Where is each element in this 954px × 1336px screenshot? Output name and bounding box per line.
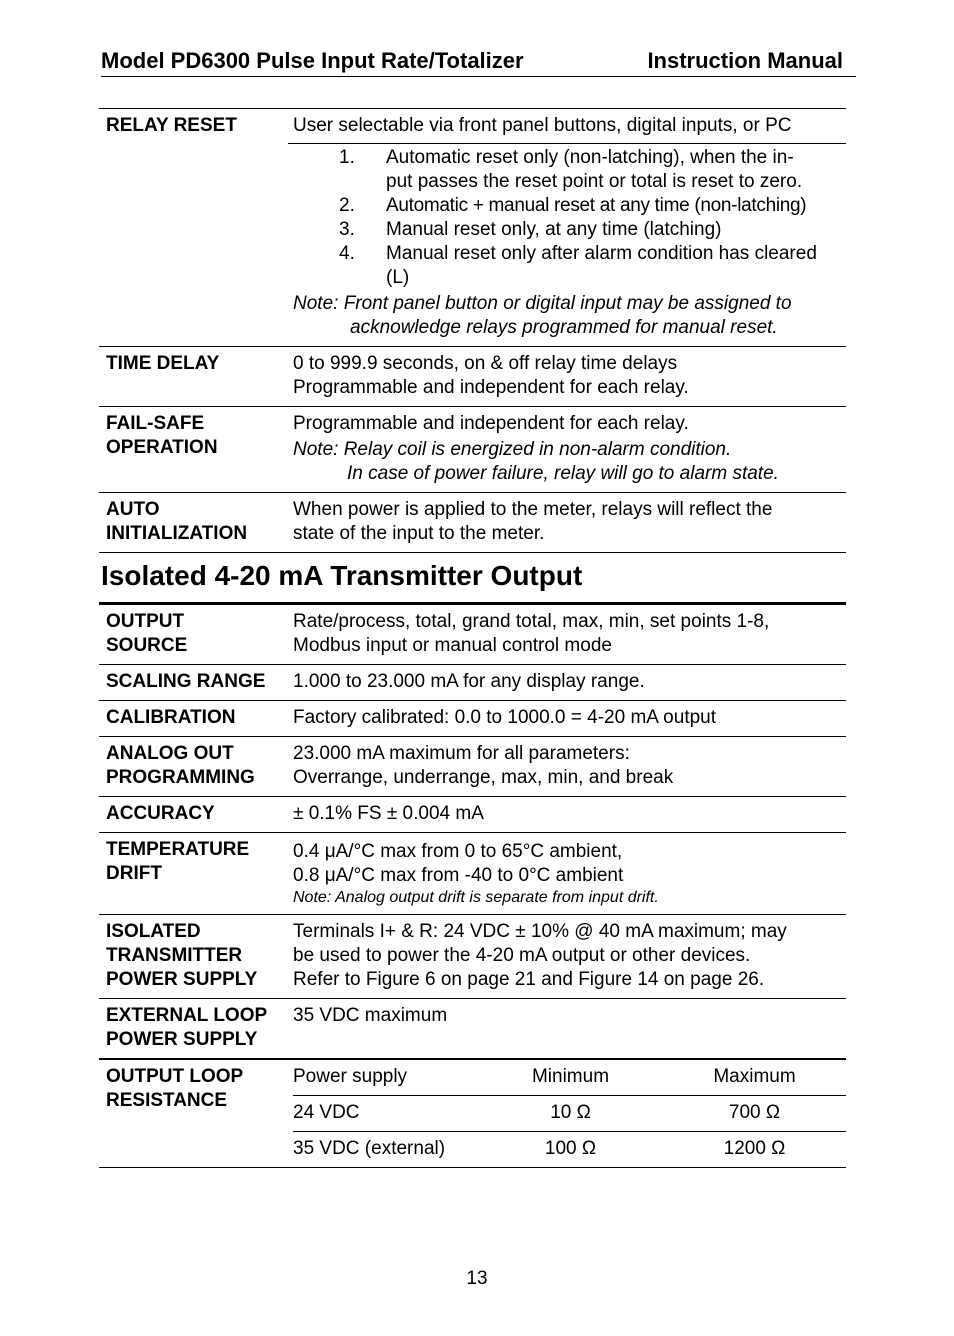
spec-value: Terminals I+ & R: 24 VDC ± 10% @ 40 mA maximum; may be used to power the 4-20 mA output or other devices. Refer to Figure 6 on page 21 and Figure 14 on page 26.: [293, 921, 787, 990]
spec-label: TEMPERATURE DRIFT: [106, 839, 250, 884]
section-heading: Isolated 4-20 mA Transmitter Output: [101, 560, 583, 591]
relay-reset-intro: User selectable via front panel buttons, digital inputs, or PC: [288, 114, 846, 144]
relay-spec-table: [99, 108, 846, 553]
page-number: 13: [466, 1268, 488, 1289]
loop-resistance-table: [293, 1060, 846, 1167]
spec-row-scaling-range: [99, 665, 846, 701]
spec-label: ACCURACY: [106, 803, 215, 824]
spec-label: OUTPUT LOOP RESISTANCE: [106, 1066, 244, 1111]
spec-value: Rate/process, total, grand total, max, min, set points 1-8, Modbus input or manual control mode: [293, 611, 770, 656]
table-header-row: Power supply Minimum Maximum: [293, 1066, 796, 1087]
spec-label: ISOLATED TRANSMITTER POWER SUPPLY: [106, 921, 258, 990]
spec-row-external-loop: [99, 999, 846, 1060]
spec-row-fail-safe: [99, 407, 846, 493]
spec-label: ANALOG OUT PROGRAMMING: [106, 743, 255, 788]
manual-label: Instruction Manual: [647, 48, 843, 73]
spec-label: AUTO INITIALIZATION: [106, 499, 248, 544]
spec-row-output-source: [99, 604, 846, 665]
spec-value: [293, 109, 846, 347]
relay-reset-options: [293, 146, 846, 290]
spec-label: OUTPUT SOURCE: [106, 611, 188, 656]
transmitter-spec-table: [99, 602, 846, 1168]
spec-value: [293, 1059, 846, 1168]
spec-row-analog-out: [99, 737, 846, 797]
list-item: 4. Manual reset only after alarm condition has cleared (L): [339, 243, 817, 288]
spec-value: 0 to 999.9 seconds, on & off relay time delays Programmable and independent for each relay.: [293, 353, 689, 398]
spec-row-accuracy: [99, 797, 846, 833]
spec-label: RELAY RESET: [106, 115, 237, 136]
spec-row-calibration: [99, 701, 846, 737]
spec-value: 1.000 to 23.000 mA for any display range.: [293, 671, 645, 692]
spec-value: Factory calibrated: 0.0 to 1000.0 = 4-20 mA output: [293, 707, 717, 728]
relay-reset-note: Note: Front panel button or digital input may be assigned to acknowledge relays programmed for manual reset.: [293, 293, 792, 338]
spec-value: 35 VDC maximum: [293, 1005, 448, 1026]
spec-value: 23.000 mA maximum for all parameters: Overrange, underrange, max, min, and break: [293, 743, 674, 788]
drift-note: Note: Analog output drift is separate from input drift.: [293, 889, 659, 906]
list-item: 3. Manual reset only, at any time (latching): [339, 219, 722, 240]
spec-label: FAIL-SAFE OPERATION: [106, 413, 218, 458]
spec-row-auto-initialization: [99, 493, 846, 553]
spec-row-relay-reset: [99, 109, 846, 347]
spec-value: When power is applied to the meter, relays will reflect the state of the input to the meter.: [293, 499, 773, 544]
spec-row-temperature-drift: [99, 833, 846, 915]
spec-value: ± 0.1% FS ± 0.004 mA: [293, 803, 484, 824]
page-header: [101, 44, 856, 77]
table-row: 24 VDC 10 Ω 700 Ω: [293, 1096, 846, 1132]
spec-row-loop-resistance: [99, 1059, 846, 1168]
fail-safe-note: Note: Relay coil is energized in non-alarm condition. In case of power failure, relay will go to alarm state.: [293, 439, 779, 484]
spec-label: SCALING RANGE: [106, 671, 266, 692]
list-item: 2. Automatic + manual reset at any time (non-latching): [339, 195, 807, 216]
spec-value: 0.4 μA/°C max from 0 to 65°C ambient, 0.8 μA/°C max from -40 to 0°C ambient Note: Analog output drift is separate from input drift.: [293, 833, 846, 915]
spec-label: TIME DELAY: [106, 353, 220, 374]
spec-label: CALIBRATION: [106, 707, 236, 728]
spec-row-time-delay: [99, 347, 846, 407]
spec-value: Programmable and independent for each relay. Note: Relay coil is energized in non-alarm condition. In case of power failure, relay will go to alarm state.: [293, 407, 846, 493]
table-row: 35 VDC (external) 100 Ω 1200 Ω: [293, 1132, 846, 1168]
document-title: Model PD6300 Pulse Input Rate/Totalizer: [101, 48, 524, 73]
spec-row-isolated-power: [99, 915, 846, 999]
list-item: 1. Automatic reset only (non-latching), when the in- put passes the reset point or total is reset to zero.: [339, 147, 803, 192]
spec-label: EXTERNAL LOOP POWER SUPPLY: [106, 1005, 268, 1050]
